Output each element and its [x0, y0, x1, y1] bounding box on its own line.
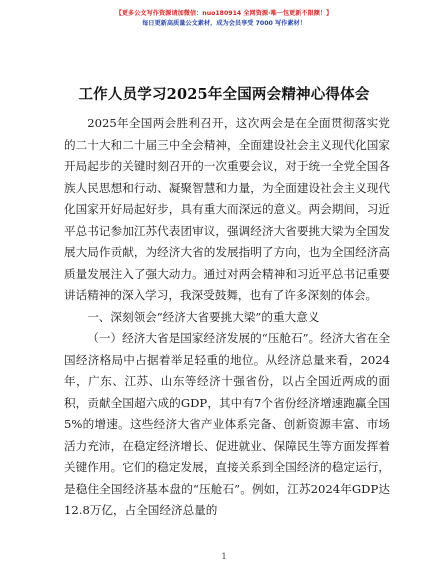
promo-banner-line-1: 【更多公文写作资源请加微信：nuo180914 全网资源·唯一包更新不限额！】 — [115, 10, 333, 17]
section-1-paragraph: （一）经济大省是国家经济发展的“压舱石”。经济大省在全国经济格局中占据着举足轻重的地位。从经济总量来看，2024年，广东、江苏、山东等经济十强省份，以占全国近两成的面积，贡献全国超六成的GDP，其中有7个省份经济增速跑赢全国5%的增速。这些经济大省产业体系完备、创新资源丰富、市场活力充沛，在稳定经济增长、促进就业、保障民生等方面发挥着关键作用。它们的稳定发展，直接关系到全国经济的稳定运行，是稳住全国经济基本盘的“压舱石”。例如，江苏2024年GDP达12.8万亿，占全国经济总量的 — [64, 331, 390, 517]
document-body — [64, 113, 390, 522]
page-number: 1 — [221, 552, 227, 561]
document-title: 工作人员学习2025年全国两会精神心得体会 — [78, 86, 370, 103]
promo-banner-line-2: 每日更新高质量公文素材，成为会员享受 7000 写作素材！ — [142, 20, 306, 27]
intro-paragraph: 2025年全国两会胜利召开，这次两会是在全面贯彻落实党的二十大和二十届三中全会精神，全面建设社会主义现代化国家开局起步的关键时刻召开的一次重要会议，对于统一全党全国各族人民思想和行动、凝聚智慧和力量，为全面建设社会主义现代化国家开好局起好步，具有重大而深远的意义。两会期间，习近平总书记参加江苏代表团审议，强调经济大省要挑大梁为全国发展大局作贡献，为经济大省的发展指明了方向，也为全国经济高质量发展注入了强大动力。通过对两会精神和习近平总书记重要讲话精神的深入学习，我深受鼓舞，也有了许多深刻的体会。 — [64, 116, 390, 302]
section-1-heading: 一、深刻领会“经济大省要挑大梁”的重大意义 — [87, 309, 320, 324]
